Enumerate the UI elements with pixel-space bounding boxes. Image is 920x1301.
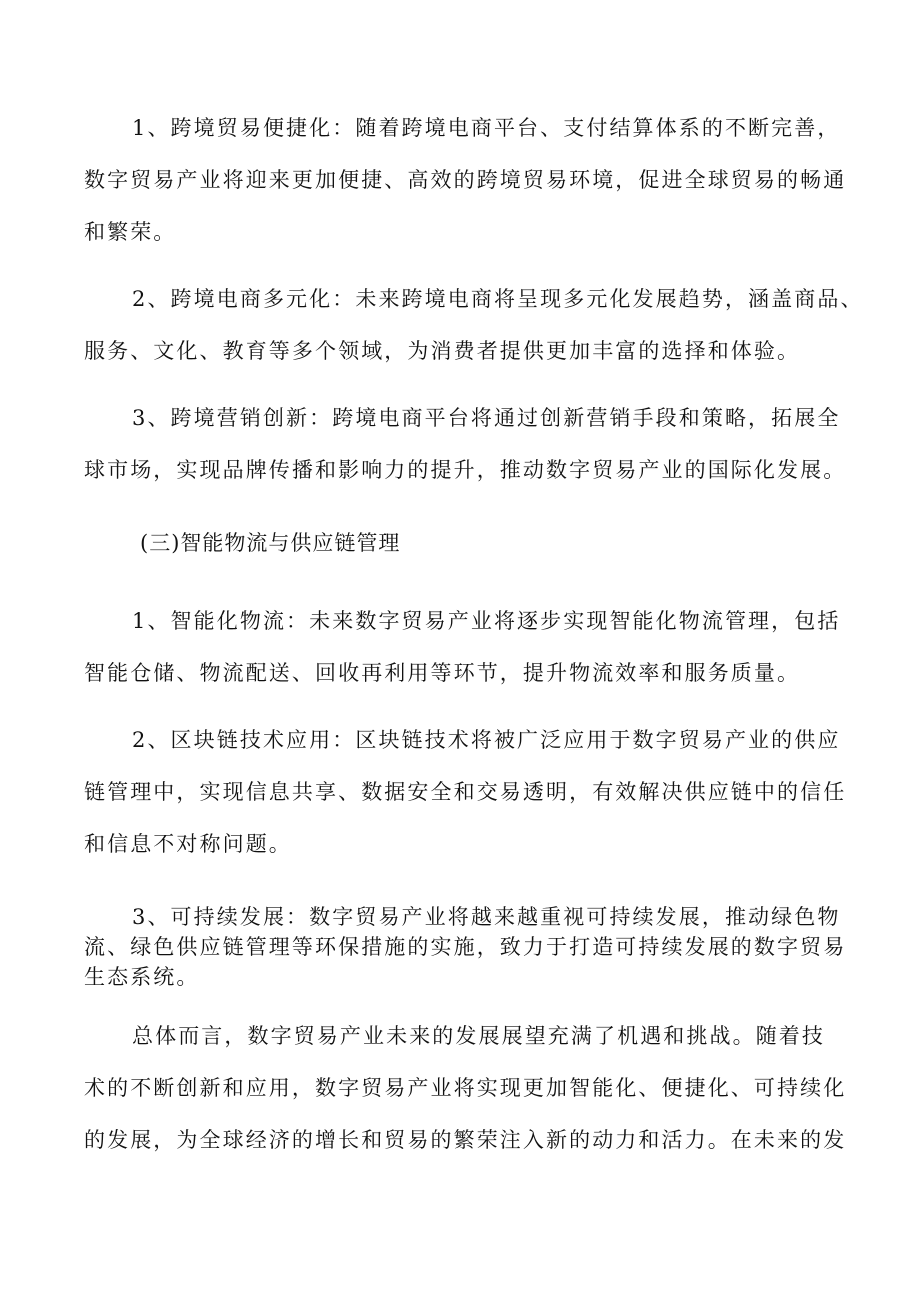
text-line: 3、可持续发展：数字贸易产业将越来越重视可持续发展，推动绿色物 (132, 905, 841, 929)
text-line: 的发展，为全球经济的增长和贸易的繁荣注入新的动力和活力。在未来的发 (84, 1128, 847, 1152)
text-line: 生态系统。 (84, 965, 200, 989)
text-line: 2、跨境电商多元化：未来跨境电商将呈现多元化发展趋势，涵盖商品、 (132, 287, 864, 311)
text-line: 1、智能化物流：未来数字贸易产业将逐步实现智能化物流管理，包括 (132, 609, 841, 633)
text-line: 术的不断创新和应用，数字贸易产业将实现更加智能化、便捷化、可持续化 (84, 1076, 847, 1100)
text-line: 数字贸易产业将迎来更加便捷、高效的跨境贸易环境，促进全球贸易的畅通 (84, 168, 847, 192)
text-line: 球市场，实现品牌传播和影响力的提升，推动数字贸易产业的国际化发展。 (84, 458, 847, 482)
text-line: 总体而言，数字贸易产业未来的发展展望充满了机遇和挑战。随着技 (132, 1024, 825, 1048)
text-line: 1、跨境贸易便捷化：随着跨境电商平台、支付结算体系的不断完善， (132, 116, 841, 140)
text-line: 链管理中，实现信息共享、数据安全和交易透明，有效解决供应链中的信任 (84, 780, 847, 804)
text-line: 智能仓储、物流配送、回收再利用等环节，提升物流效率和服务质量。 (84, 661, 801, 685)
text-line: 和信息不对称问题。 (84, 832, 292, 856)
section-heading: (三)智能物流与供应链管理 (140, 531, 401, 555)
text-line: 流、绿色供应链管理等环保措施的实施，致力于打造可持续发展的数字贸易 (84, 935, 847, 959)
text-line: 服务、文化、教育等多个领域，为消费者提供更加丰富的选择和体验。 (84, 339, 801, 363)
text-line: 和繁荣。 (84, 220, 177, 244)
text-line: 3、跨境营销创新：跨境电商平台将通过创新营销手段和策略，拓展全 (132, 406, 841, 430)
text-line: 2、区块链技术应用：区块链技术将被广泛应用于数字贸易产业的供应 (132, 728, 841, 752)
